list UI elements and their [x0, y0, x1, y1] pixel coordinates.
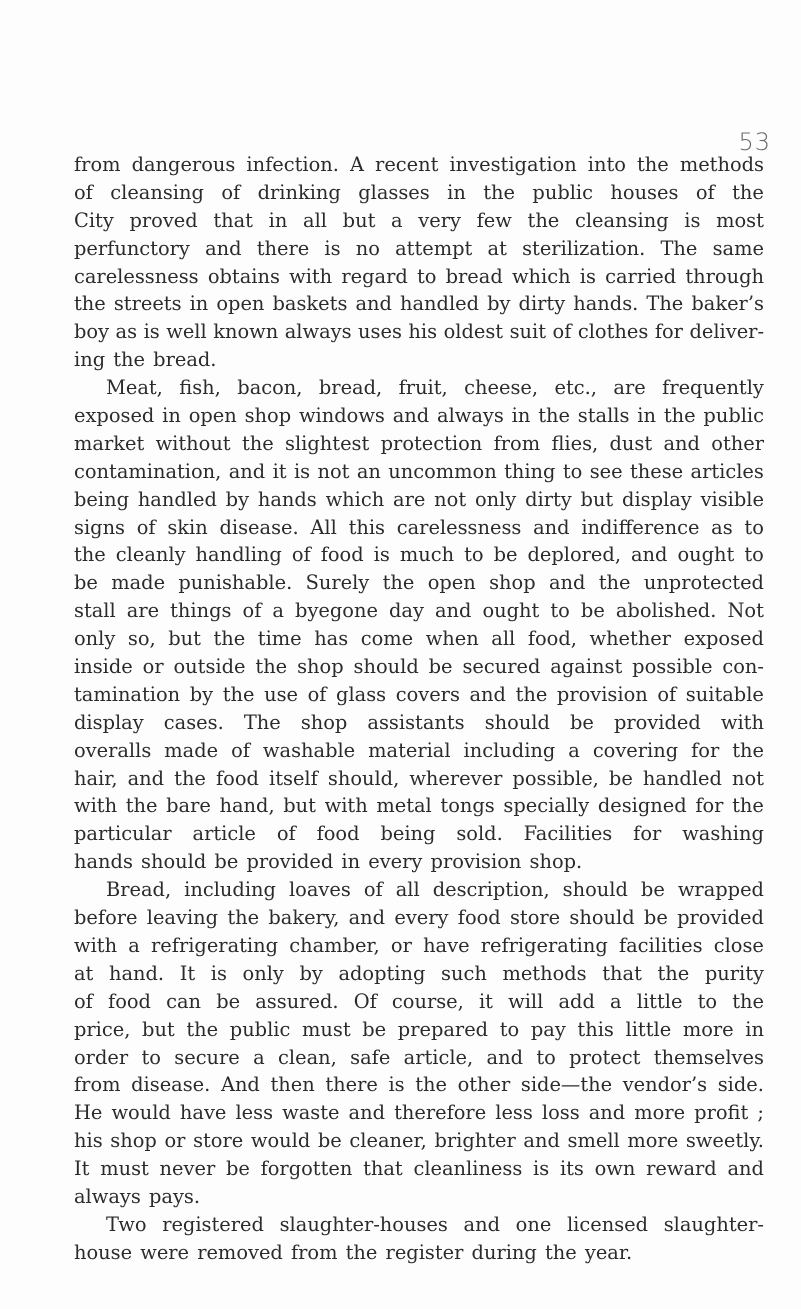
text-line: Two registered slaughter-houses and one licensed slaughter-: [106, 1212, 764, 1236]
text-line: of food can be assured. Of course, it will add a little to the: [74, 989, 764, 1013]
text-line: He would have less waste and therefore less loss and more profit ;: [74, 1101, 764, 1125]
text-line: only so, but the time has come when all food, whether exposed: [74, 627, 764, 651]
text-line: stall are things of a byegone day and ought to be abolished. Not: [74, 599, 764, 623]
text-line: the cleanly handling of food is much to be deplored, and ought to: [74, 543, 764, 567]
text-line: contamination, and it is not an uncommon thing to see these articles: [74, 459, 764, 483]
text-line: boy as is well known always uses his oldest suit of clothes for deliver-: [74, 320, 764, 344]
text-line: with a refrigerating chamber, or have refrigerating facilities close: [74, 933, 764, 957]
text-line: hands should be provided in every provision shop.: [74, 850, 583, 874]
text-line: Meat, fish, bacon, bread, fruit, cheese, etc., are frequently: [106, 376, 764, 400]
text-line: from dangerous infection. A recent investigation into the methods: [74, 153, 764, 176]
text-line: his shop or store would be cleaner, brighter and smell more sweetly.: [74, 1129, 764, 1153]
text-line: carelessness obtains with regard to bread which is carried through: [74, 264, 764, 288]
text-line: be made punishable. Surely the open shop and the unprotected: [74, 571, 764, 595]
text-line: house were removed from the register during the year.: [74, 1240, 633, 1264]
text-line: It must never be forgotten that cleanliness is its own reward and: [74, 1157, 764, 1181]
text-line: particular article of food being sold. Facilities for washing: [74, 822, 764, 846]
text-line: signs of skin disease. All this carelessness and indifference as to: [74, 515, 764, 539]
text-line: with the bare hand, but with metal tongs specially designed for the: [74, 794, 764, 818]
text-line: of cleansing of drinking glasses in the public houses of the: [74, 180, 764, 204]
text-line: ing the bread.: [74, 348, 217, 372]
text-line: tamination by the use of glass covers and the provision of suitable: [74, 682, 764, 706]
text-line: being handled by hands which are not only dirty but display visible: [74, 487, 764, 511]
text-line: the streets in open baskets and handled by dirty hands. The baker’s: [74, 292, 764, 316]
page-number: 53: [738, 128, 771, 156]
text-line: exposed in open shop windows and always in the stalls in the public: [74, 404, 764, 428]
text-line: City proved that in all but a very few the cleansing is most: [74, 208, 764, 232]
text-line: inside or outside the shop should be secured against possible con-: [74, 655, 764, 679]
text-line: display cases. The shop assistants should be provided with: [74, 710, 764, 734]
text-line: before leaving the bakery, and every food store should be provided: [74, 906, 764, 930]
text-line: always pays.: [74, 1184, 201, 1208]
text-line: overalls made of washable material including a covering for the: [74, 738, 764, 762]
text-line: from disease. And then there is the other side—the vendor’s side.: [74, 1073, 764, 1097]
text-line: price, but the public must be prepared to pay this little more in: [74, 1017, 764, 1041]
text-line: market without the slightest protection from flies, dust and other: [74, 431, 764, 455]
text-line: at hand. It is only by adopting such methods that the purity: [74, 961, 764, 985]
body-text: [74, 151, 764, 1267]
text-line: order to secure a clean, safe article, and to protect themselves: [74, 1045, 764, 1069]
text-line: Bread, including loaves of all description, should be wrapped: [106, 878, 764, 902]
text-line: perfunctory and there is no attempt at sterilization. The same: [74, 236, 764, 260]
text-line: hair, and the food itself should, wherever possible, be handled not: [74, 766, 764, 790]
